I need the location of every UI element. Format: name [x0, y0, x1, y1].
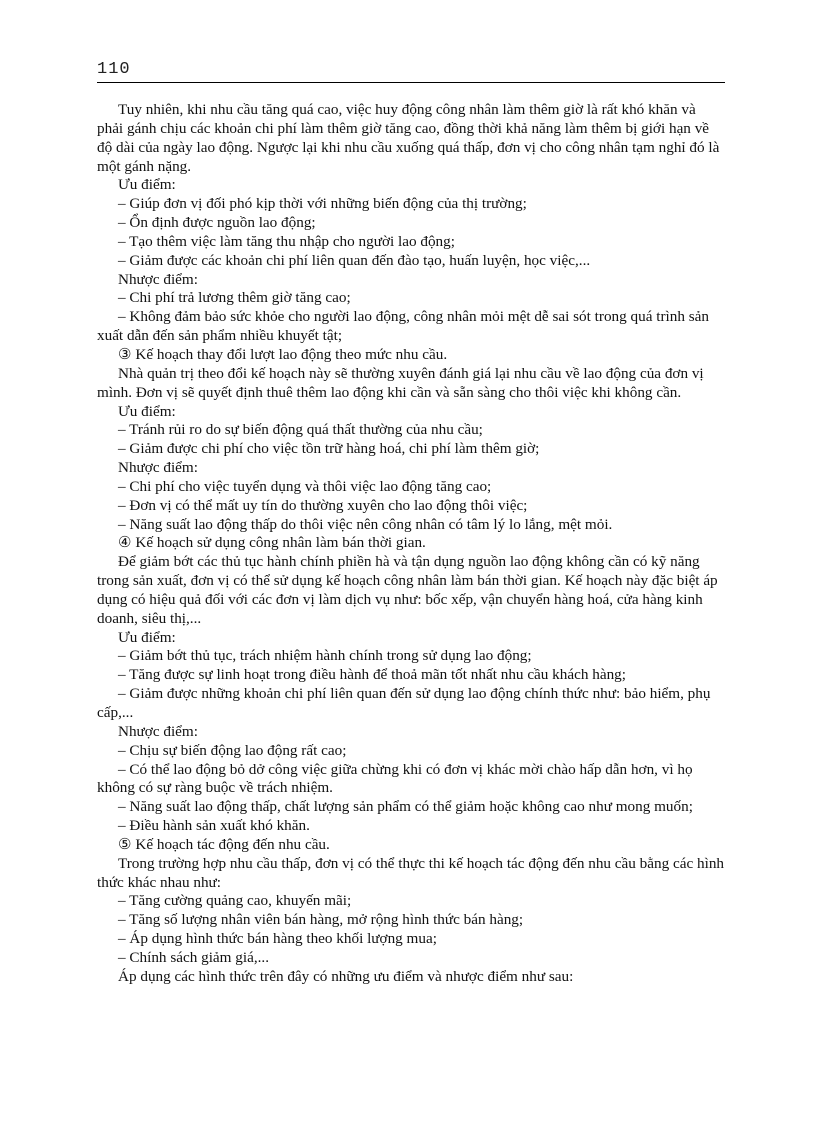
list-item: – Năng suất lao động thấp, chất lượng sản phẩm có thể giảm hoặc không cao như mong muốn; [118, 798, 693, 816]
section-heading: ⑤ Kế hoạch tác động đến nhu cầu. [118, 835, 330, 853]
disadvantages-heading: Nhược điểm: [118, 459, 198, 477]
page-number: 110 [97, 60, 131, 79]
list-item: – Chịu sự biến động lao động rất cao; [118, 741, 347, 759]
list-item: – Chi phí cho việc tuyển dụng và thôi việc lao động tăng cao; [118, 477, 492, 495]
list-item: – Có thể lao động bỏ dở công việc giữa chừng khi có đơn vị khác mời chào hấp dẫn hơn, vì họ không có sự ràng buộc về trách nhiệm. [97, 760, 693, 797]
paragraph: Áp dụng các hình thức trên đây có những ưu điểm và nhược điểm như sau: [118, 967, 574, 985]
paragraph: Nhà quản trị theo đổi kế hoạch này sẽ thường xuyên đánh giá lại nhu cầu về lao động của đơn vị mình. Đơn vị sẽ quyết định thuê thêm lao động khi cần và sẵn sàng cho thôi việc khi không cần. [97, 364, 704, 401]
list-item: – Đơn vị có thể mất uy tín do thường xuyên cho lao động thôi việc; [118, 496, 528, 514]
list-item: – Tạo thêm việc làm tăng thu nhập cho người lao động; [118, 232, 455, 250]
list-item: – Giúp đơn vị đối phó kịp thời với những biến động của thị trường; [118, 195, 527, 213]
paragraph: Trong trường hợp nhu cầu thấp, đơn vị có thể thực thi kế hoạch tác động đến nhu cầu bằng các hình thức khác nhau như: [97, 854, 725, 891]
list-item: – Chi phí trả lương thêm giờ tăng cao; [118, 289, 351, 307]
list-item: – Giảm được các khoản chi phí liên quan đến đào tạo, huấn luyện, học việc,... [118, 251, 591, 269]
section-heading: ④ Kế hoạch sử dụng công nhân làm bán thời gian. [118, 534, 426, 552]
list-item: – Tăng số lượng nhân viên bán hàng, mở rộng hình thức bán hàng; [118, 911, 524, 929]
list-item: – Năng suất lao động thấp do thôi việc nên công nhân có tâm lý lo lắng, mệt mỏi. [118, 515, 613, 533]
advantages-heading: Ưu điểm: [118, 628, 176, 646]
list-item: – Giảm được chi phí cho việc tồn trữ hàng hoá, chi phí làm thêm giờ; [118, 440, 540, 458]
page-header [97, 58, 725, 83]
list-item: – Không đảm bảo sức khỏe cho người lao động, công nhân mỏi mệt dễ sai sót trong quá trình sản xuất dẫn đến sản phẩm nhiều khuyết tật; [97, 308, 709, 345]
section-heading: ③ Kế hoạch thay đổi lượt lao động theo mức nhu cầu. [118, 345, 448, 363]
list-item: – Tránh rủi ro do sự biến động quá thất thường của nhu cầu; [118, 421, 483, 439]
paragraph: Để giảm bớt các thủ tục hành chính phiền hà và tận dụng nguồn lao động không cần có kỹ năng trong sản xuất, đơn vị có thể sử dụng kế hoạch công nhân làm bán thời gian. Kế hoạch này đặc biệt áp dụng có hiệu quả đối với các đơn vị làm dịch vụ như: bốc xếp, vận chuyển hàng hoá, cửa hàng kinh doanh, siêu thị,... [97, 553, 718, 627]
advantages-heading: Ưu điểm: [118, 402, 176, 420]
advantages-heading: Ưu điểm: [118, 176, 176, 194]
paragraph: Tuy nhiên, khi nhu cầu tăng quá cao, việc huy động công nhân làm thêm giờ là rất khó khăn và phải gánh chịu các khoản chi phí làm thêm giờ tăng cao, đồng thời khả năng làm thêm bị giới hạn về độ dài của ngày lao động. Ngược lại khi nhu cầu xuống quá thấp, đơn vị cho công nhân tạm nghỉ đó là một gánh nặng. [97, 101, 720, 175]
list-item: – Tăng cường quảng cao, khuyến mãi; [118, 892, 352, 910]
disadvantages-heading: Nhược điểm: [118, 270, 198, 288]
list-item: – Chính sách giảm giá,... [118, 948, 270, 966]
list-item: – Tăng được sự linh hoạt trong điều hành để thoả mãn tốt nhất nhu cầu khách hàng; [118, 666, 626, 684]
list-item: – Giảm được những khoản chi phí liên quan đến sử dụng lao động chính thức như: bảo hiểm, phụ cấp,... [97, 685, 711, 721]
list-item: – Ổn định được nguồn lao động; [118, 214, 316, 232]
disadvantages-heading: Nhược điểm: [118, 722, 198, 740]
list-item: – Giảm bớt thủ tục, trách nhiệm hành chính trong sử dụng lao động; [118, 647, 532, 665]
page-body [97, 101, 725, 987]
list-item: – Áp dụng hình thức bán hàng theo khối lượng mua; [118, 930, 437, 948]
list-item: – Điều hành sản xuất khó khăn. [118, 817, 310, 835]
